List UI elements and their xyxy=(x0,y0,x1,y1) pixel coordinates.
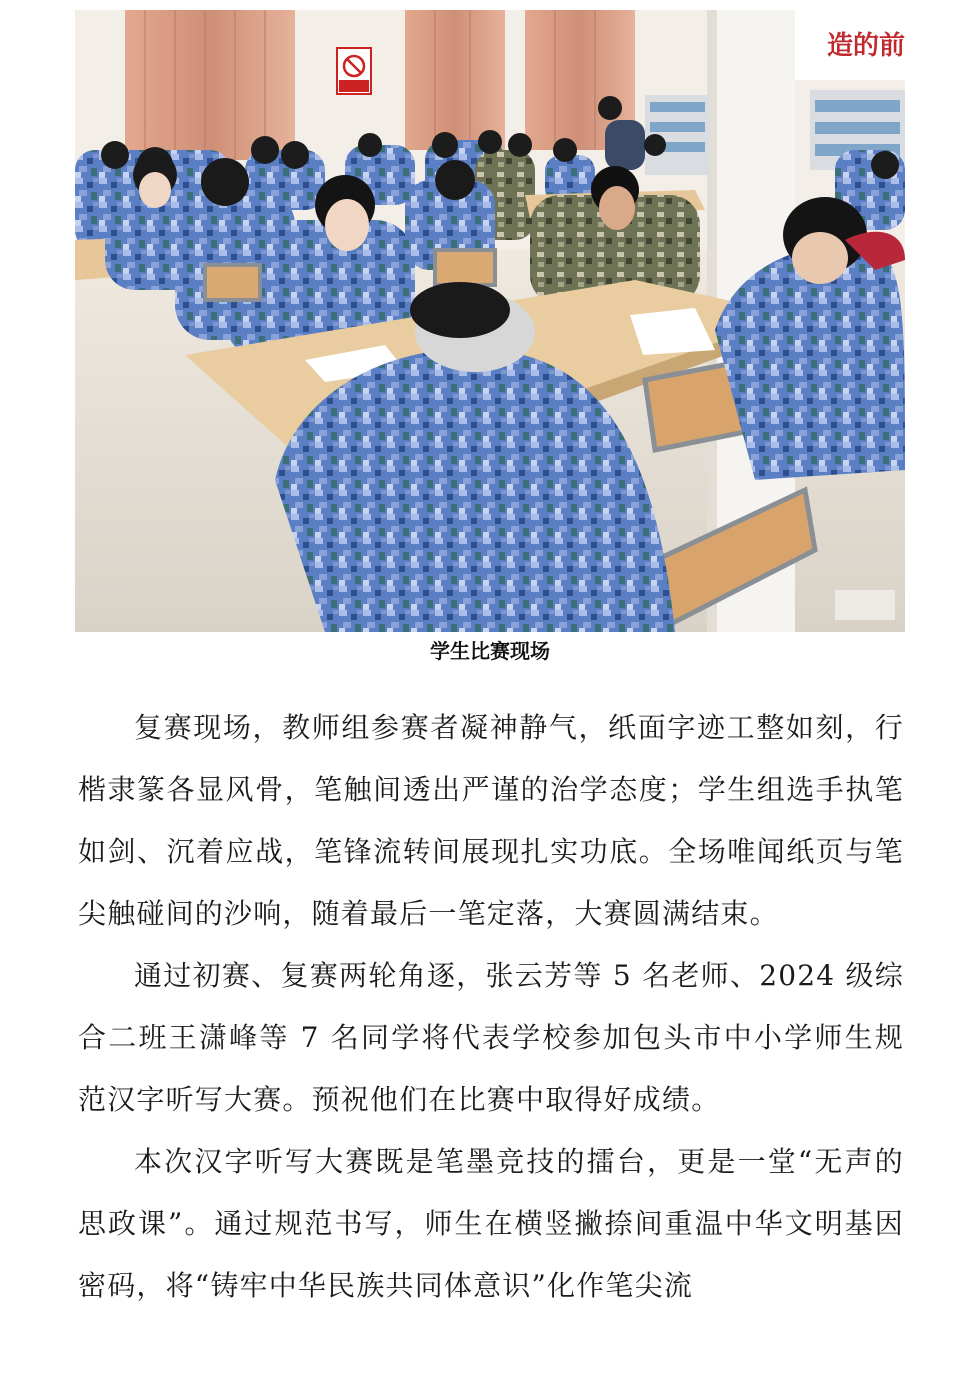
article-body xyxy=(78,697,904,1317)
paragraph: 本次汉字听写大赛既是笔墨竞技的擂台，更是一堂“无声的思政课”。通过规范书写，师生在横竖撇捺间重温中华文明基因密码，将“铸牢中华民族共同体意识”化作笔尖流 xyxy=(78,1145,904,1302)
no-smoking-sign xyxy=(337,48,371,94)
wall-banner-text: 造的前 xyxy=(827,31,905,61)
photo-caption: 学生比赛现场 xyxy=(430,639,550,663)
paragraph: 通过初赛、复赛两轮角逐，张云芳等 5 名老师、2024 级综合二班王潇峰等 7 名同学将代表学校参加包头市中小学师生规范汉字听写大赛。预祝他们在比赛中取得好成绩。 xyxy=(78,959,904,1116)
paragraph: 复赛现场，教师组参赛者凝神静气，纸面字迹工整如刻，行楷隶篆各显风骨，笔触间透出严谨的治学态度；学生组选手执笔如剑、沉着应战，笔锋流转间展现扎实功底。全场唯闻纸页与笔尖触碰间的沙响，随着最后一笔定落，大赛圆满结束。 xyxy=(78,711,904,930)
competition-photo xyxy=(75,10,905,632)
